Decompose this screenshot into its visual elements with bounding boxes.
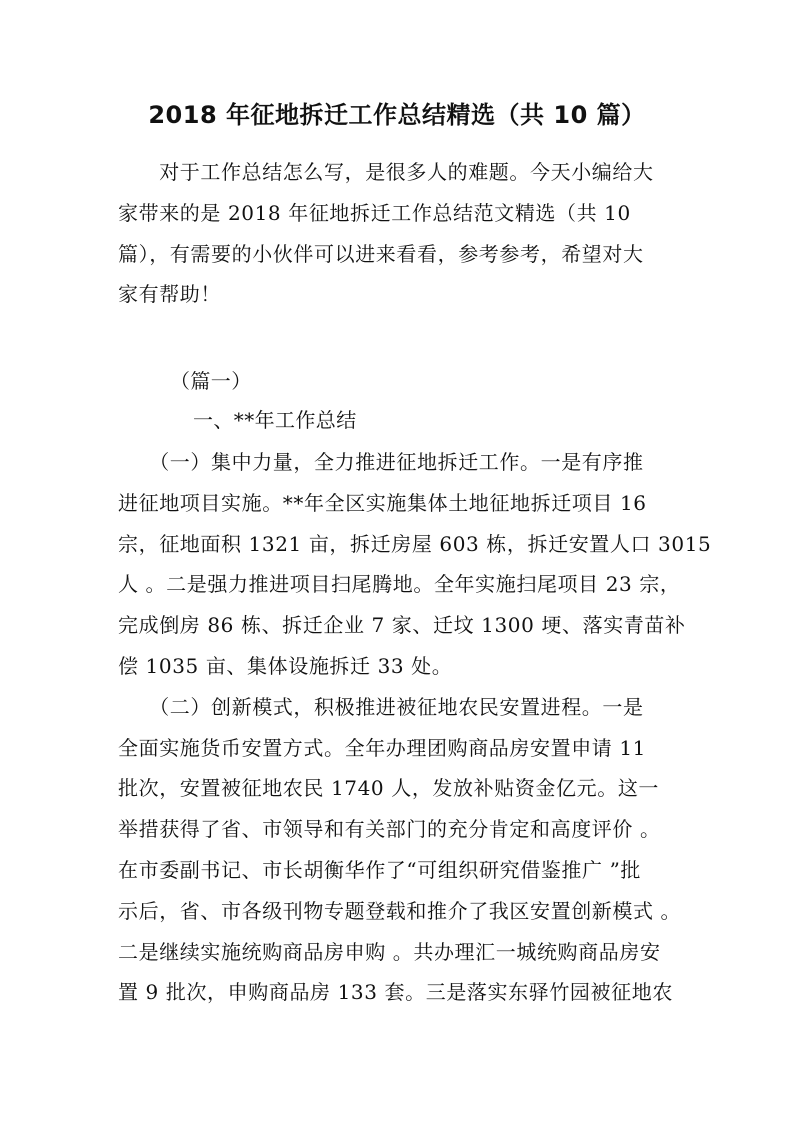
intro-line: 家有帮助！ [118,282,221,307]
body-line: 全面实施货币安置方式。全年办理团购商品房安置申请 11 [118,735,647,760]
intro-line: 家带来的是 2018 年征地拆迁工作总结范文精选（共 10 [118,200,631,225]
section-heading: 一、**年工作总结 [193,408,357,432]
body-line: 批次，安置被征地农民 1740 人，发放补贴资金亿元。这一 [118,776,660,801]
article-label: （篇一） [170,369,252,393]
body-line: （二）创新模式，积极推进被征地农民安置进程。一是 [118,694,644,719]
body-line: 举措获得了省、市领导和有关部门的充分肯定和高度评价 。 [118,817,661,842]
body-line: （一）集中力量，全力推进征地拆迁工作。一是有序推 [118,450,644,474]
body-line: 示后，省、市各级刊物专题登载和推介了我区安置创新模式 。 [118,898,682,923]
body-paragraphs [118,442,712,1013]
document-title: 2018 年征地拆迁工作总结精选（共 10 篇） [148,101,646,129]
body-line: 完成倒房 86 栋、拆迁企业 7 家、迁坟 1300 埂、落实青苗补 [118,613,686,638]
body-line: 人 。二是强力推进项目扫尾腾地。全年实施扫尾项目 23 宗， [118,572,681,597]
body-line: 进征地项目实施。**年全区实施集体土地征地拆迁项目 16 [118,490,647,515]
intro-paragraph [118,152,678,315]
body-line: 在市委副书记、市长胡衡华作了“可组织研究借鉴推广 ”批 [118,857,642,882]
intro-line: 对于工作总结怎么写，是很多人的难题。今天小编给大 [118,160,654,184]
body-line: 宗，征地面积 1321 亩，拆迁房屋 603 栋，拆迁安置人口 3015 [118,531,712,556]
body-line: 二是继续实施统购商品房申购 。共办理汇一城统购商品房安 [118,939,661,964]
intro-line: 篇），有需要的小伙伴可以进来看看，参考参考，希望对大 [118,241,644,266]
body-line: 偿 1035 亩、集体设施拆迁 33 处。 [118,653,453,678]
body-line: 置 9 批次，申购商品房 133 套。三是落实东驿竹园被征地农 [118,980,673,1005]
